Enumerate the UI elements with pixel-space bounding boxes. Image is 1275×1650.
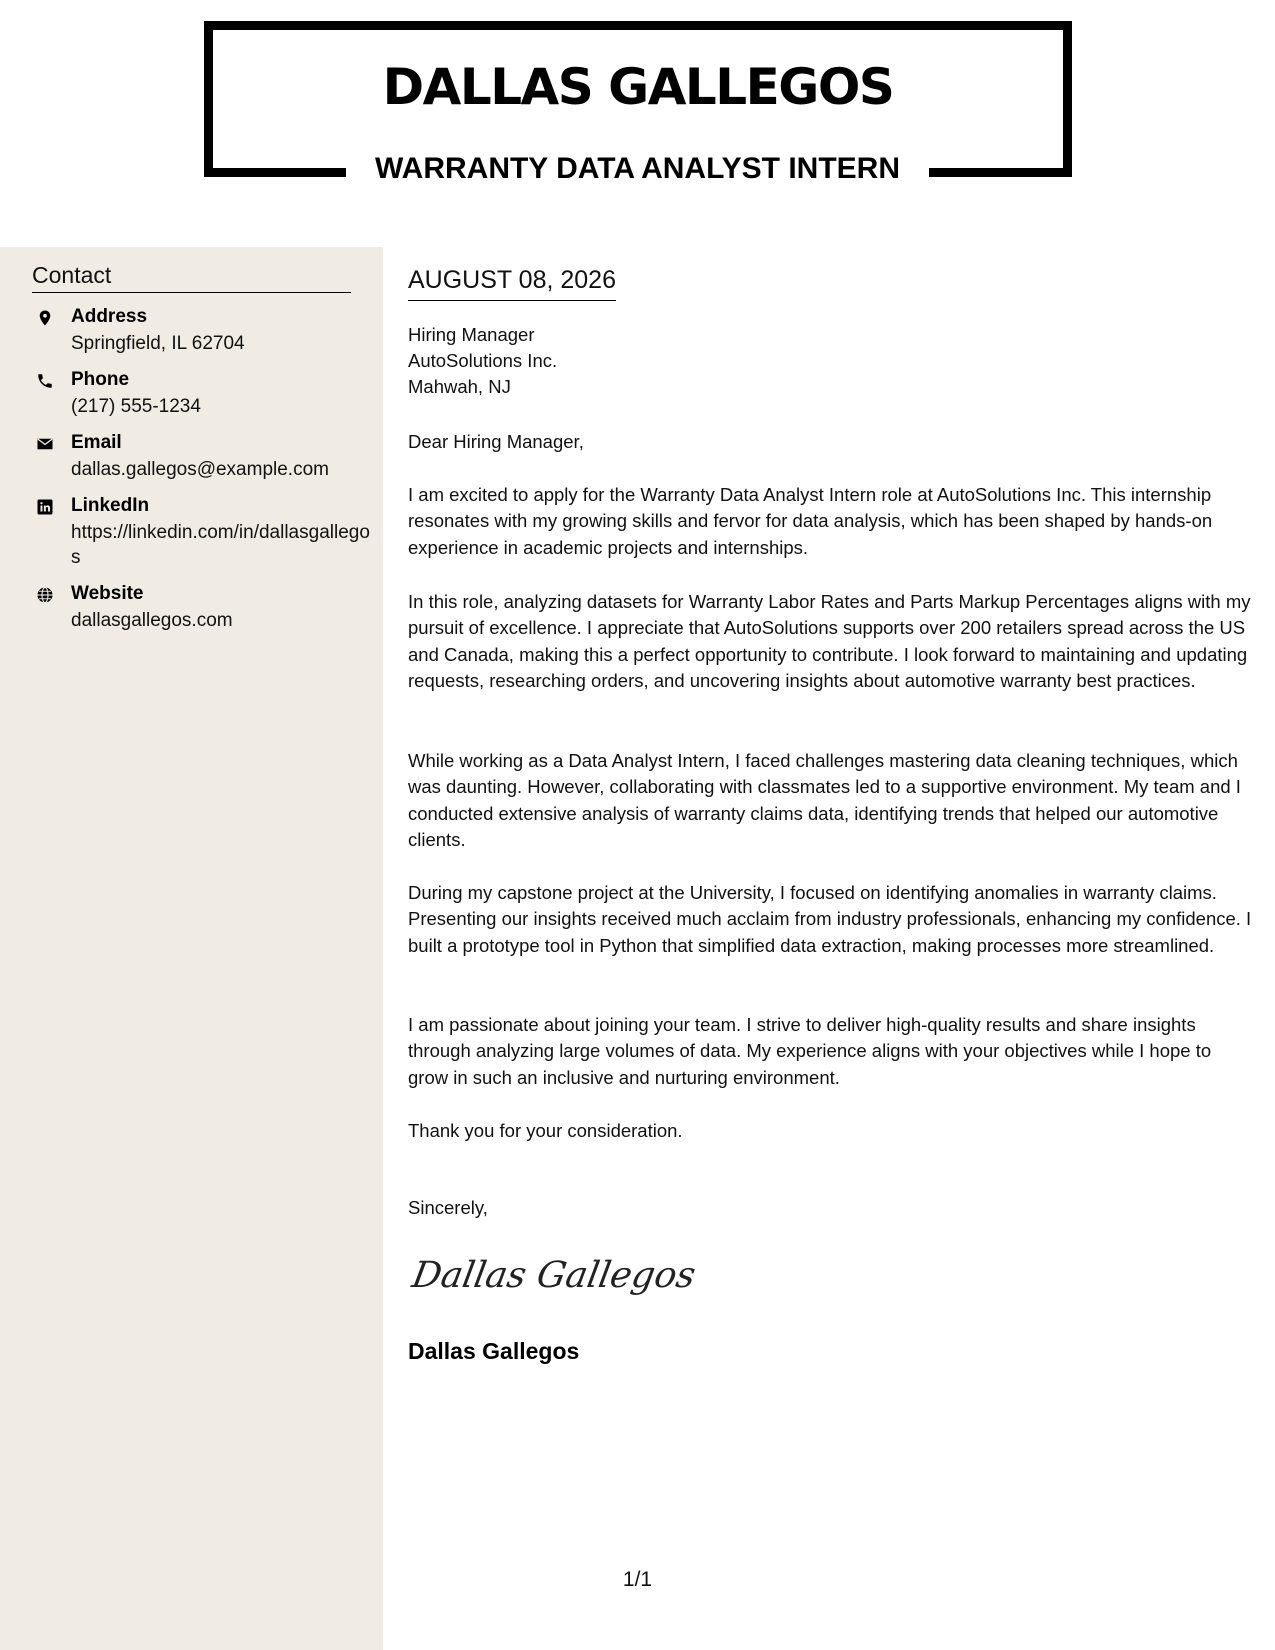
- location-pin-icon: [36, 309, 54, 327]
- recipient-company: AutoSolutions Inc.: [408, 350, 558, 371]
- contact-phone-value: (217) 555-1234: [71, 396, 201, 417]
- applicant-name: DALLAS GALLEGOS: [382, 58, 894, 116]
- paragraph-2: In this role, analyzing datasets for Warranty Labor Rates and Parts Markup Percentages aligns with my pursuit of excellence. I appreciate that AutoSolutions supports over 200 retailers spread across the US and Canada, making this a perfect opportunity to contribute. I look forward to maintaining and updating requests, researching orders, and uncovering insights about automotive warranty best practices.: [408, 591, 1251, 691]
- paragraph-6: Thank you for your consideration.: [408, 1120, 683, 1141]
- page-number: 1/1: [622, 1568, 653, 1591]
- contact-heading: Contact: [32, 262, 351, 293]
- recipient-block: [408, 322, 557, 400]
- paragraph-5: I am passionate about joining your team. I strive to deliver high-quality results and share insights through analyzing large volumes of data. My experience aligns with your objectives while I hope to grow in such an inclusive and nurturing environment.: [408, 1014, 1212, 1088]
- header-frame-bottom-left: [204, 168, 346, 177]
- contact-email-label: Email: [71, 432, 122, 453]
- contact-linkedin-value[interactable]: https://linkedin.com/in/dallasgallegos: [71, 522, 370, 568]
- linkedin-icon: [36, 498, 54, 516]
- paragraph-4: During my capstone project at the University, I focused on identifying anomalies in warranty claims. Presenting our insights received much acclaim from industry professionals, enhancing my confidence. I built a prototype tool in Python that simplified data extraction, making processes more streamlined.: [408, 882, 1252, 956]
- header-frame-bottom-right: [929, 168, 1072, 177]
- recipient-title: Hiring Manager: [408, 324, 535, 345]
- contact-website-value[interactable]: dallasgallegos.com: [71, 610, 233, 631]
- contact-website-label: Website: [71, 583, 144, 604]
- phone-icon: [36, 372, 54, 390]
- handwritten-signature: [409, 1245, 699, 1305]
- contact-phone-label: Phone: [71, 369, 130, 390]
- envelope-icon: [36, 435, 54, 453]
- contact-address-value: Springfield, IL 62704: [71, 333, 245, 354]
- svg-text:Dallas Gallegos: Dallas Gallegos: [409, 1253, 699, 1296]
- globe-icon: [36, 586, 54, 604]
- letter-date: AUGUST 08, 2026: [408, 265, 616, 301]
- closing: Sincerely,: [408, 1197, 488, 1218]
- contact-linkedin-label: LinkedIn: [71, 495, 150, 516]
- job-title: WARRANTY DATA ANALYST INTERN: [375, 152, 900, 185]
- paragraph-3: While working as a Data Analyst Intern, I faced challenges mastering data cleaning techniques, which was daunting. However, collaborating with classmates led to a supportive environment. My team and I conducted extensive analysis of warranty claims data, identifying trends that helped our automotive clients.: [408, 750, 1241, 850]
- recipient-location: Mahwah, NJ: [408, 376, 511, 397]
- paragraph-1: I am excited to apply for the Warranty Data Analyst Intern role at AutoSolutions Inc. This internship resonates with my growing skills and fervor for data analysis, which has been shaped by hands-on experience in academic projects and internships.: [408, 484, 1213, 558]
- contact-email-value: dallas.gallegos@example.com: [71, 459, 329, 480]
- signer-name: Dallas Gallegos: [408, 1338, 580, 1364]
- contact-address-label: Address: [71, 306, 148, 327]
- salutation: Dear Hiring Manager,: [408, 431, 584, 452]
